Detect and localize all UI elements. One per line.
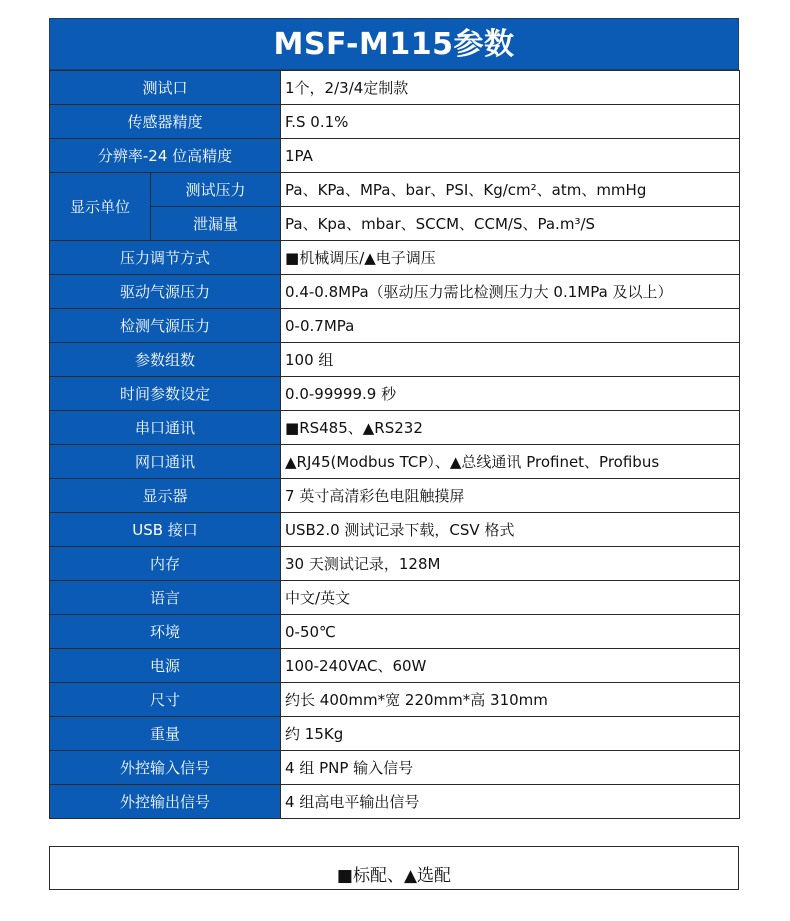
row-value: ■机械调压/▲电子调压: [281, 241, 740, 275]
table-row: [50, 785, 740, 819]
legend-text: ■标配、▲选配: [336, 866, 452, 886]
row-label: USB 接口: [50, 513, 281, 547]
row-label: 分辨率-24 位高精度: [50, 139, 281, 173]
row-value: 30 天测试记录，128M: [281, 547, 740, 581]
row-value: ■RS485、▲RS232: [281, 411, 740, 445]
table-row: [50, 445, 740, 479]
row-label: 网口通讯: [50, 445, 281, 479]
row-value: 1个，2/3/4定制款: [281, 71, 740, 105]
table-row: [50, 547, 740, 581]
table-row: [50, 139, 740, 173]
row-label: 压力调节方式: [50, 241, 281, 275]
table-row: [50, 241, 740, 275]
row-label: 参数组数: [50, 343, 281, 377]
table-row: [50, 275, 740, 309]
row-value: 4 组 PNP 输入信号: [281, 751, 740, 785]
row-value: 7 英寸高清彩色电阻触摸屏: [281, 479, 740, 513]
table-row: [50, 717, 740, 751]
table-row: [50, 649, 740, 683]
row-value: Pa、Kpa、mbar、SCCM、CCM/S、Pa.m³/S: [281, 207, 740, 241]
row-sub-label: 泄漏量: [151, 207, 281, 241]
row-value: 4 组高电平输出信号: [281, 785, 740, 819]
row-label: 显示器: [50, 479, 281, 513]
table-row: [50, 343, 740, 377]
row-value: 100-240VAC、60W: [281, 649, 740, 683]
row-label: 传感器精度: [50, 105, 281, 139]
row-label: 重量: [50, 717, 281, 751]
spec-table: [49, 70, 740, 819]
row-group-label: 显示单位: [50, 173, 151, 241]
table-row: [50, 411, 740, 445]
table-row: [50, 71, 740, 105]
row-label: 串口通讯: [50, 411, 281, 445]
spec-title: MSF-M115参数: [49, 18, 739, 70]
row-label: 外控输入信号: [50, 751, 281, 785]
row-label: 环境: [50, 615, 281, 649]
table-row: [50, 377, 740, 411]
table-row: [50, 513, 740, 547]
row-label: 尺寸: [50, 683, 281, 717]
row-label: 测试口: [50, 71, 281, 105]
row-value: 0-0.7MPa: [281, 309, 740, 343]
row-label: 语言: [50, 581, 281, 615]
row-value: 1PA: [281, 139, 740, 173]
row-label: 时间参数设定: [50, 377, 281, 411]
row-value: ▲RJ45(Modbus TCP）、▲总线通讯 Profinet、Profibus: [281, 445, 740, 479]
table-row: [50, 479, 740, 513]
row-label: 外控输出信号: [50, 785, 281, 819]
row-value: 约长 400mm*宽 220mm*高 310mm: [281, 683, 740, 717]
table-row: [50, 309, 740, 343]
legend-box: [49, 846, 739, 890]
row-label: 驱动气源压力: [50, 275, 281, 309]
row-value: 0-50℃: [281, 615, 740, 649]
table-row: [50, 105, 740, 139]
table-row: [50, 581, 740, 615]
row-label: 电源: [50, 649, 281, 683]
row-sub-label: 测试压力: [151, 173, 281, 207]
row-value: 0.4-0.8MPa（驱动压力需比检测压力大 0.1MPa 及以上）: [281, 275, 740, 309]
row-value: 约 15Kg: [281, 717, 740, 751]
row-value: 中文/英文: [281, 581, 740, 615]
table-row: [50, 173, 740, 207]
table-row: [50, 615, 740, 649]
table-row: [50, 683, 740, 717]
row-label: 内存: [50, 547, 281, 581]
row-value: F.S 0.1%: [281, 105, 740, 139]
row-label: 检测气源压力: [50, 309, 281, 343]
table-row: [50, 207, 740, 241]
row-value: 0.0-99999.9 秒: [281, 377, 740, 411]
row-value: Pa、KPa、MPa、bar、PSI、Kg/cm²、atm、mmHg: [281, 173, 740, 207]
row-value: 100 组: [281, 343, 740, 377]
spec-sheet: [49, 18, 739, 819]
table-row: [50, 751, 740, 785]
row-value: USB2.0 测试记录下载，CSV 格式: [281, 513, 740, 547]
